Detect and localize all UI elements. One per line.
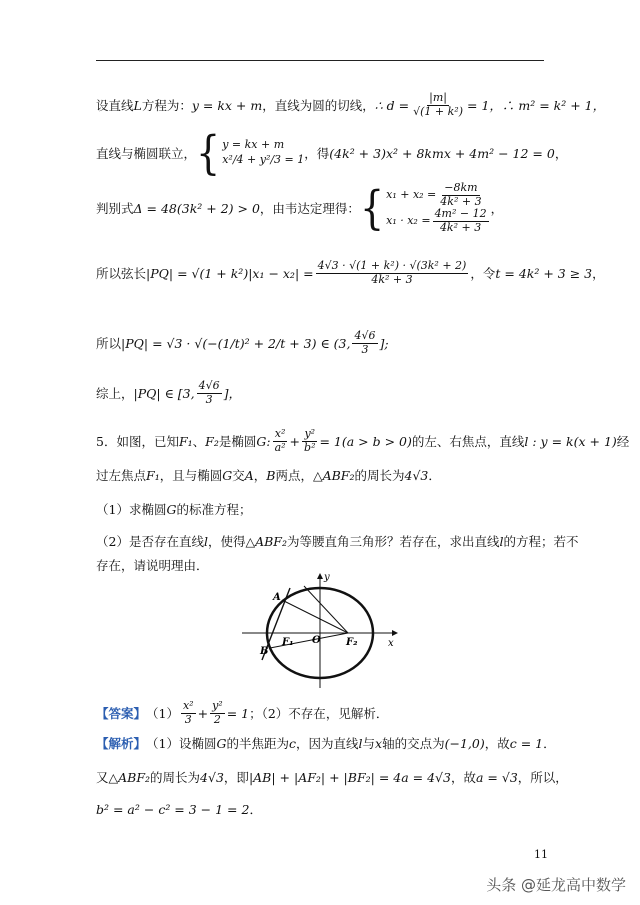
vieta-system (360, 182, 491, 235)
math: a = √3 (475, 769, 518, 785)
denominator: 4k² + 3 (371, 272, 413, 286)
denominator: 3 (205, 392, 213, 406)
denominator: 4k² + 3 (439, 220, 482, 234)
text: 的方程；若不 (503, 534, 579, 549)
line-chord-length (96, 260, 605, 286)
math: Δ = 48(3k² + 2) > 0 (133, 200, 260, 216)
q5-part2 (96, 532, 579, 550)
fraction (352, 330, 377, 356)
math: x₁ + x₂ = (386, 187, 437, 201)
watermark: 头条 @延龙高中数学 (486, 876, 626, 894)
text: ， (554, 146, 568, 161)
numerator: x² (182, 699, 194, 712)
numerator: 4√6 (354, 329, 376, 342)
math: |AB| + |AF₂| + |BF₂| = 4a = 4√3 (248, 769, 451, 785)
numerator: x² (274, 427, 286, 440)
denominator: a² (274, 440, 286, 454)
text: 方程为： (141, 98, 192, 114)
segment-AF2 (282, 600, 348, 633)
text: 所以弦长 (96, 266, 147, 282)
y-axis-arrow-icon (317, 573, 323, 579)
analysis-line2 (96, 768, 568, 786)
math: c (288, 735, 296, 751)
math: l (499, 533, 504, 549)
math: y = kx + m (191, 97, 263, 113)
line-discriminant (96, 182, 503, 235)
line-tangent (96, 92, 605, 118)
text: ，因为直线 (296, 736, 359, 751)
answer-line (96, 700, 388, 726)
math: △ABF₂ (312, 467, 355, 483)
math: = 1(a > b > 0) (319, 433, 412, 449)
math: F₁ (146, 467, 160, 483)
numerator: 4m² − 12 (434, 207, 487, 221)
text: ，故 (484, 736, 510, 751)
left-brace-icon: { (196, 126, 221, 180)
label-B: B (260, 646, 269, 657)
label-x: x (388, 638, 394, 649)
denominator: 4k² + 3 (440, 194, 482, 208)
math: ∴ d = (374, 97, 410, 113)
ellipse-figure (240, 570, 400, 690)
text: 、 (192, 434, 206, 450)
math: F₂ (205, 433, 219, 449)
math: ]， (223, 386, 242, 402)
text: ，直线为圆的切线， (262, 98, 375, 114)
text: ，得 (304, 146, 330, 161)
fraction (316, 260, 469, 286)
text: ， (253, 468, 267, 483)
math: l : y = k(x + 1) (524, 433, 617, 449)
text: 过左焦点 (96, 468, 147, 483)
text: 与 (362, 736, 376, 751)
denominator: 2 (213, 712, 221, 726)
q5-part2-cont (96, 556, 209, 574)
text: ，所以， (517, 770, 568, 785)
text: 综上， (96, 386, 134, 402)
math: G (222, 467, 233, 483)
answer-tag: 【答案】 (96, 706, 147, 722)
q5-part1 (96, 500, 251, 518)
math: l (203, 533, 208, 549)
math: |PQ| = √3 · √(−(1/t)² + 2/t + 3) ∈ (3, (121, 335, 351, 351)
label-F2: F₂ (346, 637, 358, 648)
math: A (244, 467, 254, 483)
text: ，故 (450, 770, 476, 785)
denominator: √(1 + k²) (413, 104, 464, 118)
math: b² = a² − c² = 3 − 1 = 2 (96, 801, 250, 817)
label-O: O (312, 635, 321, 646)
text: 又 (96, 770, 109, 785)
math: + (197, 705, 209, 721)
math: ]; (379, 335, 389, 351)
label-F1: F₁ (282, 637, 294, 648)
text: ． (249, 802, 262, 817)
math: G (216, 735, 227, 751)
text: （2）是否存在直线 (96, 534, 204, 549)
text: 的左、右焦点，直线 (411, 434, 525, 450)
text: 所以 (96, 336, 122, 352)
page-number: 11 (534, 848, 548, 861)
label-y: y (324, 572, 330, 583)
label-A: A (273, 592, 281, 603)
math: = 1 (226, 705, 250, 721)
text: ， (490, 201, 504, 217)
analysis-line1 (96, 734, 556, 752)
denominator: b² (304, 440, 316, 454)
text: 设直线 (96, 98, 134, 114)
equation-system (196, 126, 305, 180)
line-conclusion (96, 380, 241, 406)
text: ，即 (223, 770, 249, 785)
denominator: 3 (184, 712, 192, 726)
math: 4√3 (200, 769, 224, 785)
fraction (411, 92, 465, 118)
eq-ellipse: x²/4 + y²/3 = 1 (222, 153, 305, 166)
text: 5．如图，已知 (96, 434, 179, 450)
math: B (266, 467, 276, 483)
text: ，使得 (207, 534, 246, 549)
math: (4k² + 3)x² + 8kmx + 4m² − 12 = 0 (329, 145, 555, 161)
text: ，由韦达定理得： (259, 201, 360, 217)
math: = 1 (467, 97, 490, 113)
numerator: |m| (429, 91, 447, 104)
q5-line1 (96, 428, 629, 454)
text: 为等腰直角三角形？若存在，求出直线 (287, 534, 500, 549)
fraction (197, 380, 222, 406)
text: 两点， (275, 468, 313, 483)
math: |PQ| = √(1 + k²)|x₁ − x₂| = (146, 265, 314, 281)
text: 直线与椭圆联立， (96, 146, 197, 161)
numerator: y² (304, 427, 316, 440)
math: G: (256, 433, 271, 449)
text: （1）设椭圆 (146, 736, 217, 751)
x-axis-arrow-icon (392, 630, 398, 636)
text: ， (592, 266, 605, 282)
text: 的周长为 (354, 468, 405, 483)
math: ，∴ m² = k² + 1， (489, 98, 606, 114)
segment-upper (304, 586, 348, 633)
text: 交 (232, 468, 245, 483)
numerator: y² (212, 699, 223, 712)
numerator: 4√3 · √(1 + k²) · √(3k² + 2) (317, 259, 467, 272)
text: ． (428, 468, 441, 483)
eq-line: y = kx + m (222, 138, 285, 152)
line-range (96, 330, 389, 356)
math: t = 4k² + 3 ≥ 3 (495, 265, 593, 281)
text: （1）求椭圆 (96, 502, 167, 517)
analysis-line3 (96, 800, 262, 818)
math: |PQ| ∈ [3, (133, 385, 195, 401)
header-rule (96, 60, 544, 61)
text: 的标准方程； (176, 502, 252, 517)
left-brace-icon: { (359, 181, 385, 235)
text: （1） (146, 706, 179, 722)
math: (−1,0) (444, 735, 485, 751)
denominator: 3 (361, 342, 369, 356)
math: x (375, 735, 383, 751)
text: 轴的交点为 (382, 736, 445, 751)
text: 经 (616, 434, 630, 450)
math: F₁ (178, 433, 193, 449)
math: x₁ · x₂ = (386, 214, 431, 227)
text: ；（2）不存在，见解析． (249, 706, 389, 722)
q5-line2 (96, 466, 441, 484)
text: 的半焦距为 (226, 736, 289, 751)
text: 的周长为 (150, 770, 201, 785)
text: 存在，请说明理由． (96, 558, 209, 573)
text: 判别式 (96, 201, 134, 217)
math: l (358, 735, 363, 751)
line-system (96, 126, 568, 180)
math: + (289, 433, 301, 449)
text: ，且与椭圆 (159, 468, 223, 483)
math: L (133, 97, 142, 113)
analysis-tag: 【解析】 (96, 736, 147, 751)
text: ． (543, 736, 556, 751)
math: △ABF₂ (245, 533, 287, 549)
math: 4√3 (404, 467, 429, 483)
numerator: 4√6 (198, 379, 220, 392)
numerator: −8km (444, 181, 478, 194)
text: ，令 (470, 266, 496, 282)
math: △ABF₂ (108, 769, 151, 785)
text: 是椭圆 (218, 434, 257, 450)
math: G (166, 501, 177, 517)
math: c = 1 (509, 735, 544, 751)
